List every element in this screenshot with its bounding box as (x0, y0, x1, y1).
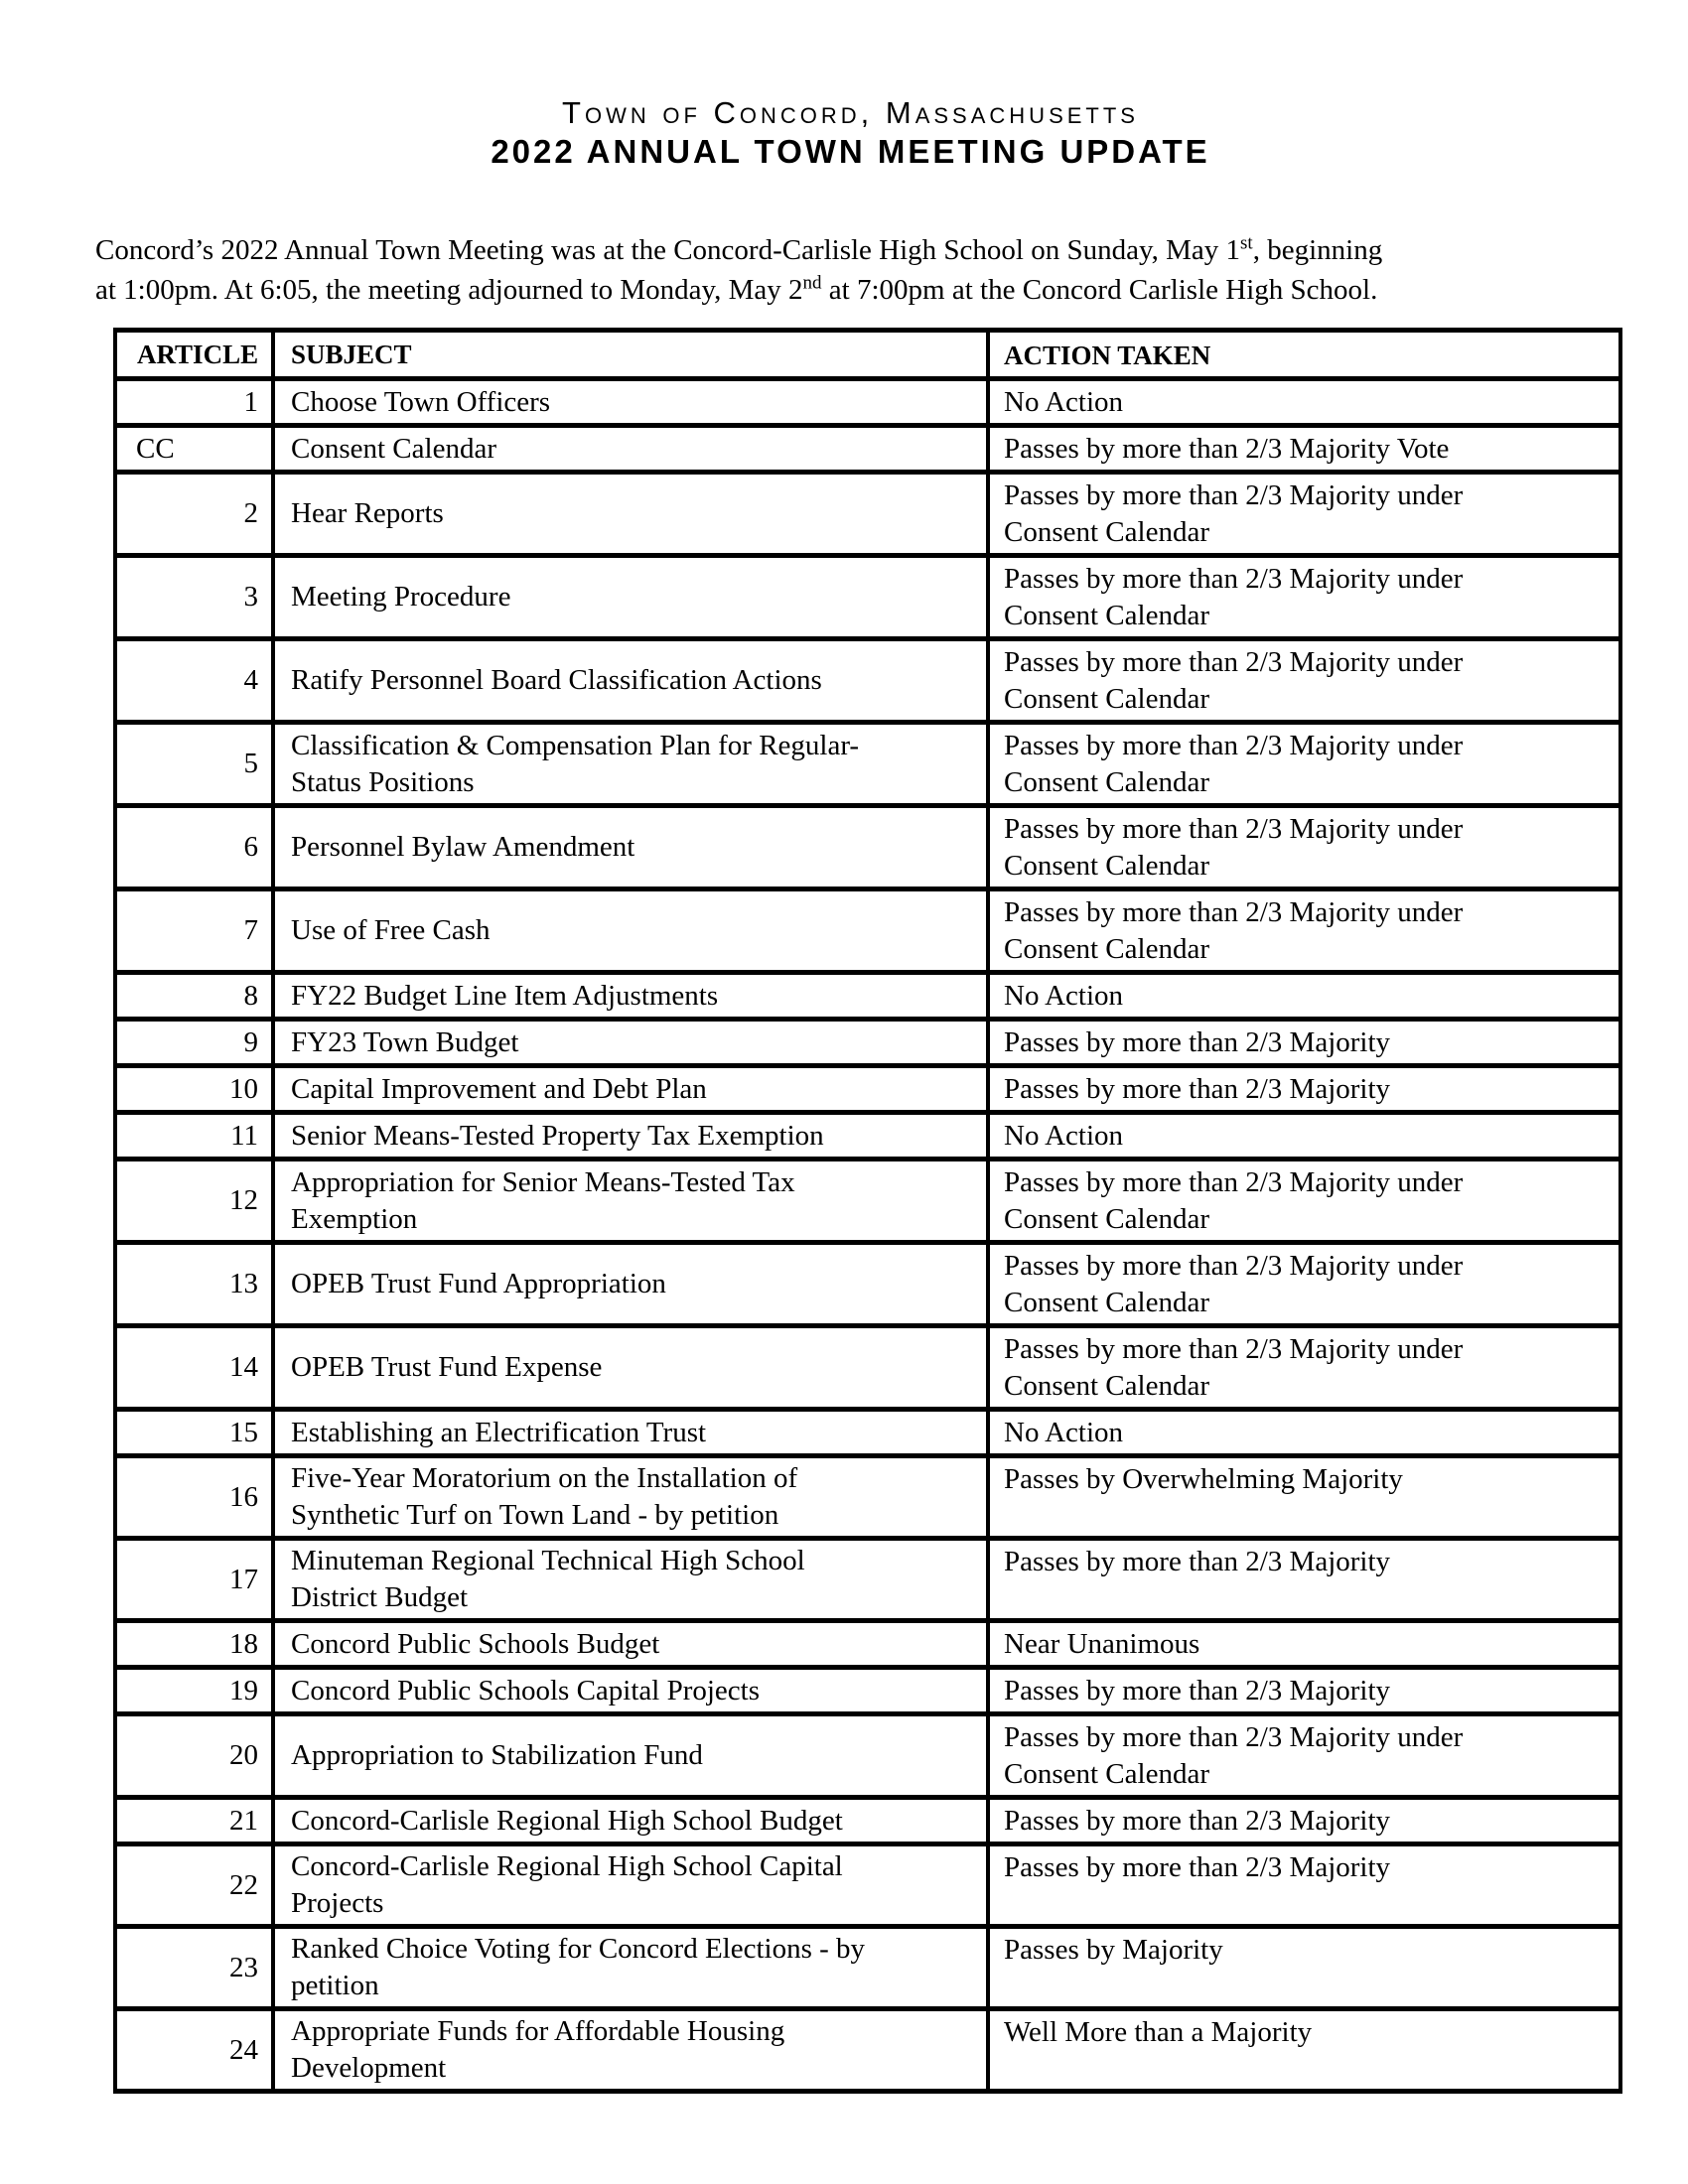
subject-cell: Ranked Choice Voting for Concord Elections - by petition (273, 1927, 988, 2009)
article-number-cell: 20 (115, 1714, 273, 1798)
subject-cell: OPEB Trust Fund Appropriation (273, 1243, 988, 1326)
action-taken-cell: Passes by more than 2/3 Majority Vote (988, 426, 1620, 473)
subject-cell: FY23 Town Budget (273, 1020, 988, 1066)
meeting-table-body (115, 379, 1620, 2092)
action-taken-cell: Well More than a Majority (988, 2009, 1620, 2092)
table-row (115, 1844, 1620, 1927)
action-taken-cell: Passes by more than 2/3 Majority under Consent Calendar (988, 723, 1620, 806)
action-taken-cell: Passes by more than 2/3 Majority under Consent Calendar (988, 1243, 1620, 1326)
action-taken-cell: Passes by more than 2/3 Majority (988, 1798, 1620, 1844)
subject-cell: Appropriation to Stabilization Fund (273, 1714, 988, 1798)
intro-line-1: Concord’s 2022 Annual Town Meeting was at the Concord-Carlisle High School on Sunday, May 1st, beginning (95, 232, 1383, 266)
meeting-results-table (113, 328, 1622, 2094)
action-taken-cell: No Action (988, 379, 1620, 426)
article-number-cell: 16 (115, 1456, 273, 1539)
article-number-cell: 22 (115, 1844, 273, 1927)
table-row (115, 1326, 1620, 1410)
article-number-cell: 4 (115, 639, 273, 723)
action-taken-cell: Passes by more than 2/3 Majority under Consent Calendar (988, 1160, 1620, 1243)
article-number-cell: 10 (115, 1066, 273, 1113)
table-row (115, 1927, 1620, 2009)
table-row (115, 1621, 1620, 1668)
action-taken-cell: Near Unanimous (988, 1621, 1620, 1668)
subject-cell: Appropriate Funds for Affordable Housing Development (273, 2009, 988, 2092)
subject-cell: Senior Means-Tested Property Tax Exemption (273, 1113, 988, 1160)
article-number-cell: 8 (115, 973, 273, 1020)
subject-cell: Establishing an Electrification Trust (273, 1410, 988, 1456)
subject-cell: Ratify Personnel Board Classification Actions (273, 639, 988, 723)
action-taken-cell: Passes by more than 2/3 Majority (988, 1668, 1620, 1714)
table-row (115, 1066, 1620, 1113)
table-row (115, 1456, 1620, 1539)
table-row (115, 639, 1620, 723)
subject-cell: Classification & Compensation Plan for Regular-Status Positions (273, 723, 988, 806)
table-row (115, 1539, 1620, 1621)
column-header-action: ACTION TAKEN (988, 331, 1620, 379)
intro-line-2: at 1:00pm. At 6:05, the meeting adjourned to Monday, May 2nd at 7:00pm at the Concord Carlisle High School. (95, 272, 1378, 306)
subject-cell: Hear Reports (273, 473, 988, 556)
subject-cell: Minuteman Regional Technical High School District Budget (273, 1539, 988, 1621)
subject-cell: Concord Public Schools Capital Projects (273, 1668, 988, 1714)
action-taken-cell: Passes by more than 2/3 Majority (988, 1020, 1620, 1066)
subject-cell: Concord-Carlisle Regional High School Capital Projects (273, 1844, 988, 1927)
action-taken-cell: Passes by more than 2/3 Majority under Consent Calendar (988, 556, 1620, 639)
action-taken-cell: Passes by more than 2/3 Majority (988, 1844, 1620, 1927)
article-number-cell: 7 (115, 889, 273, 973)
table-row (115, 806, 1620, 889)
title-block (95, 97, 1606, 169)
subject-cell: Consent Calendar (273, 426, 988, 473)
article-number-cell: 5 (115, 723, 273, 806)
article-number-cell: 17 (115, 1539, 273, 1621)
article-number-cell: 24 (115, 2009, 273, 2092)
subject-cell: Choose Town Officers (273, 379, 988, 426)
article-number-cell: 11 (115, 1113, 273, 1160)
action-taken-cell: Passes by more than 2/3 Majority (988, 1539, 1620, 1621)
table-row (115, 1410, 1620, 1456)
subject-cell: FY22 Budget Line Item Adjustments (273, 973, 988, 1020)
subject-cell: Capital Improvement and Debt Plan (273, 1066, 988, 1113)
table-row (115, 2009, 1620, 2092)
table-header-row (115, 331, 1620, 379)
table-row (115, 889, 1620, 973)
table-row (115, 379, 1620, 426)
subject-cell: Concord-Carlisle Regional High School Budget (273, 1798, 988, 1844)
table-row (115, 1113, 1620, 1160)
table-row (115, 973, 1620, 1020)
table-row (115, 426, 1620, 473)
article-number-cell: 6 (115, 806, 273, 889)
ordinal-superscript: nd (802, 272, 822, 294)
table-row (115, 1668, 1620, 1714)
article-number-cell: 19 (115, 1668, 273, 1714)
subject-cell: Appropriation for Senior Means-Tested Tax Exemption (273, 1160, 988, 1243)
page-title-town: Town of Concord, Massachusetts (562, 95, 1139, 130)
table-row (115, 1243, 1620, 1326)
table-row (115, 473, 1620, 556)
column-header-subject: SUBJECT (273, 331, 988, 379)
action-taken-cell: Passes by more than 2/3 Majority (988, 1066, 1620, 1113)
table-row (115, 556, 1620, 639)
action-taken-cell: Passes by more than 2/3 Majority under Consent Calendar (988, 889, 1620, 973)
subject-cell: Five-Year Moratorium on the Installation of Synthetic Turf on Town Land - by petition (273, 1456, 988, 1539)
subject-cell: Use of Free Cash (273, 889, 988, 973)
article-number-cell: 2 (115, 473, 273, 556)
action-taken-cell: Passes by more than 2/3 Majority under Consent Calendar (988, 639, 1620, 723)
action-taken-cell: Passes by more than 2/3 Majority under Consent Calendar (988, 806, 1620, 889)
table-row (115, 1798, 1620, 1844)
table-row (115, 1160, 1620, 1243)
page-title-meeting: 2022 ANNUAL TOWN MEETING UPDATE (491, 133, 1210, 170)
article-number-cell: 14 (115, 1326, 273, 1410)
action-taken-cell: No Action (988, 973, 1620, 1020)
article-number-cell: 18 (115, 1621, 273, 1668)
table-row (115, 723, 1620, 806)
article-number-cell: 13 (115, 1243, 273, 1326)
article-number-cell: 12 (115, 1160, 273, 1243)
table-row (115, 1020, 1620, 1066)
table-row (115, 1714, 1620, 1798)
column-header-article: ARTICLE (115, 331, 273, 379)
article-number-cell: 15 (115, 1410, 273, 1456)
action-taken-cell: Passes by Majority (988, 1927, 1620, 2009)
article-number-cell: 1 (115, 379, 273, 426)
ordinal-superscript: st (1240, 232, 1253, 254)
action-taken-cell: Passes by Overwhelming Majority (988, 1456, 1620, 1539)
subject-cell: Meeting Procedure (273, 556, 988, 639)
subject-cell: OPEB Trust Fund Expense (273, 1326, 988, 1410)
action-taken-cell: No Action (988, 1410, 1620, 1456)
action-taken-cell: Passes by more than 2/3 Majority under Consent Calendar (988, 473, 1620, 556)
subject-cell: Personnel Bylaw Amendment (273, 806, 988, 889)
action-taken-cell: Passes by more than 2/3 Majority under Consent Calendar (988, 1326, 1620, 1410)
intro-paragraph (95, 230, 1606, 310)
article-number-cell: 21 (115, 1798, 273, 1844)
action-taken-cell: No Action (988, 1113, 1620, 1160)
article-number-cell: CC (115, 426, 273, 473)
article-number-cell: 3 (115, 556, 273, 639)
action-taken-cell: Passes by more than 2/3 Majority under Consent Calendar (988, 1714, 1620, 1798)
article-number-cell: 9 (115, 1020, 273, 1066)
article-number-cell: 23 (115, 1927, 273, 2009)
subject-cell: Concord Public Schools Budget (273, 1621, 988, 1668)
